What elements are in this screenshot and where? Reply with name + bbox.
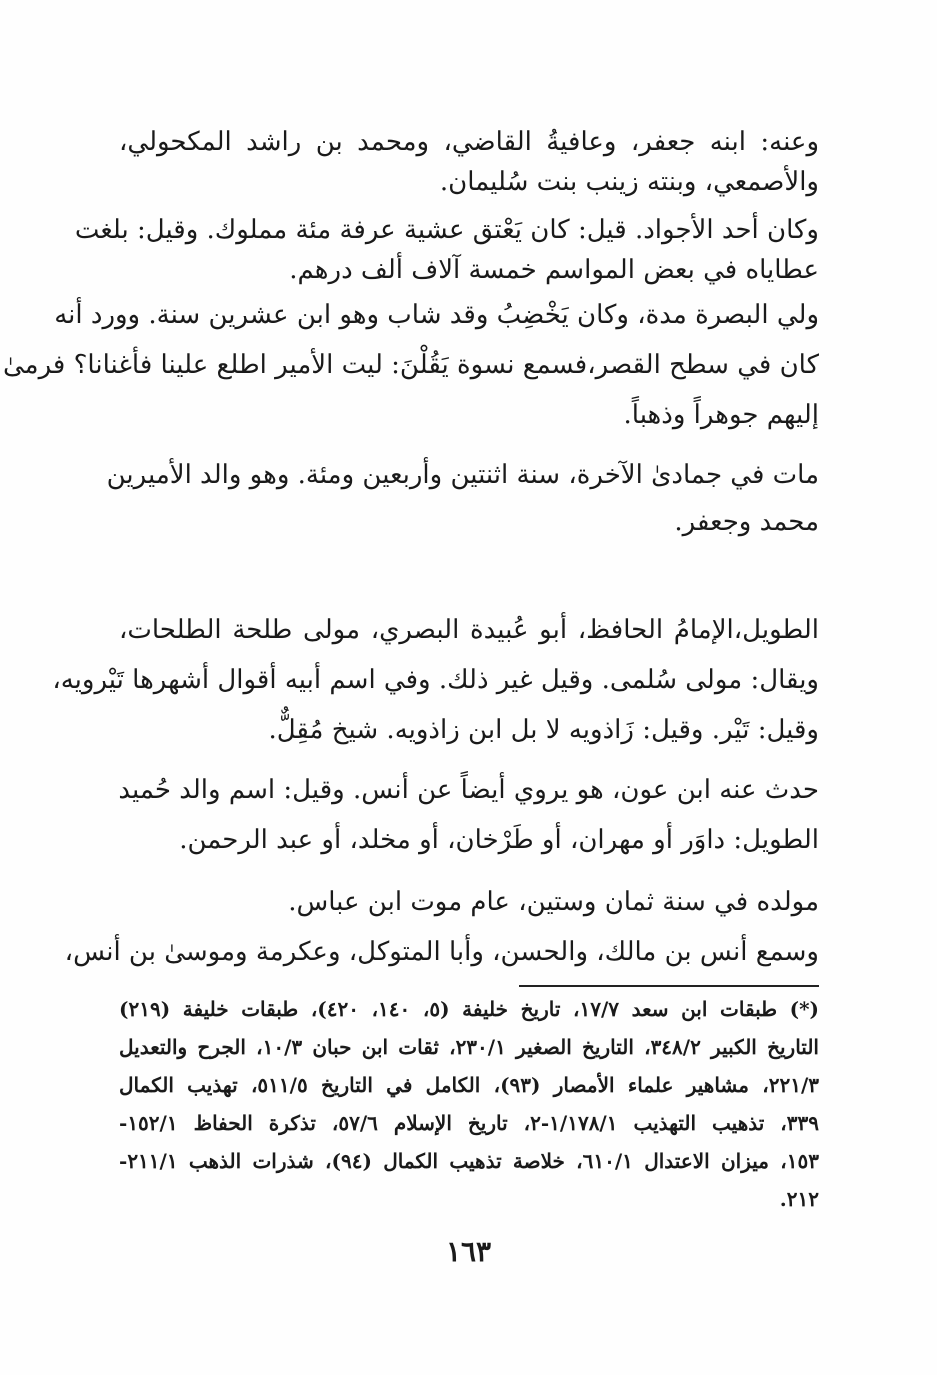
footnote-line: ٣٣٩، تذهيب التهذيب ١/١٧٨/١-٢، تاريخ الإسلام ٥٧/٦، تذكرة الحفاظ ١٥٢/١- [119,1111,819,1135]
footnote-line: ٢٢١/٣، مشاهير علماء الأمصار (٩٣)، الكامل في التاريخ ٥١١/٥، تهذيب الكمال [119,1073,819,1097]
footnote-line: التاريخ الكبير ٣٤٨/٢، التاريخ الصغير ٢٣٠/١، ثقات ابن حبان ١٠/٣، الجرح والتعديل [119,1035,819,1059]
paragraph-line: إليهم جوهراً وذهباً. [623,400,819,430]
paragraph-line: والأصمعي، وبنته زينب بنت سُليمان. [439,167,819,197]
paragraph-line: الطويل،الإمامُ الحافظ، أبو عُبيدة البصري، مولى طلحة الطلحات، [119,615,819,645]
page-number: ١٦٣ [445,1235,492,1268]
footnote-line: (*) طبقات ابن سعد ١٧/٧، تاريخ خليفة (٥، ١٤٠، ٤٢٠)، طبقات خليفة (٢١٩) [119,997,820,1021]
paragraph-line: حدث عنه ابن عون، هو يروي أيضاً عن أنس. وقيل: اسم والد حُميد [118,775,819,805]
paragraph-line: محمد وجعفر. [674,507,819,537]
paragraph-line: وكان أحد الأجواد. قيل: كان يَعْتق عشية عرفة مئة مملوك. وقيل: بلغت [74,215,819,245]
paragraph-line: عطاياه في بعض المواسم خمسة آلاف ألف درهم. [289,255,819,285]
paragraph-line: الطويل: داوَر أو مهران، أو طَرْخان، أو مخلد، أو عبد الرحمن. [179,825,819,855]
paragraph-line: ويقال: مولى سُلمى. وقيل غير ذلك. وفي اسم أبيه أقوال أشهرها تَيْرويه، [52,665,819,695]
footnote-divider [519,985,819,987]
paragraph-line: وسمع أنس بن مالك، والحسن، وأبا المتوكل، وعكرمة وموسىٰ بن أنس، [64,937,819,967]
paragraph-line: وقيل: تَيْر. وقيل: زَاذويه لا بل ابن زاذويه. شيخ مُقِلٌّ. [268,715,819,745]
paragraph-line: مولده في سنة ثمان وستين، عام موت ابن عباس. [288,887,819,917]
footnote-line: ١٥٣، ميزان الاعتدال ٦١٠/١، خلاصة تذهيب الكمال (٩٤)، شذرات الذهب ٢١١/١- [119,1149,819,1173]
paragraph-line: كان في سطح القصر،فسمع نسوة يَقُلْنَ: ليت الأمير اطلع علينا فأغنانا؟ فرمىٰ [2,350,819,380]
footnote-line: ٢١٢. [779,1187,819,1211]
paragraph-line: وعنه: ابنه جعفر، وعافيةُ القاضي، ومحمد بن راشد المكحولي، [119,127,819,157]
paragraph-line: مات في جمادىٰ الآخرة، سنة اثنتين وأربعين ومئة. وهو والد الأميرين [106,460,819,490]
paragraph-line: ولي البصرة مدة، وكان يَخْضِبُ وقد شاب وهو ابن عشرين سنة. وورد أنه [54,300,819,330]
